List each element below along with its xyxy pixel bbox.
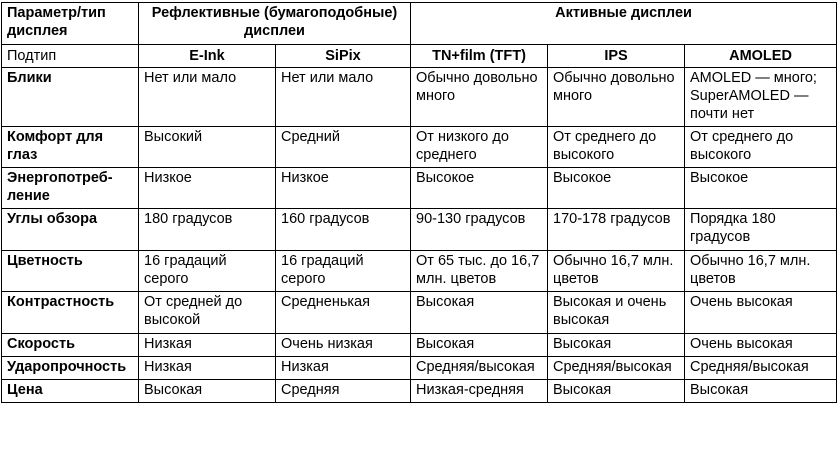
cell-amoled: Высокое [685, 168, 837, 209]
row-param: Энергопотреб-ление [2, 168, 139, 209]
table-row [2, 209, 837, 251]
table-row [2, 68, 837, 127]
cell-amoled: Порядка 180 градусов [685, 209, 837, 251]
cell-tn: 90-130 градусов [411, 209, 548, 251]
cell-amoled: Высокая [685, 380, 837, 403]
row-param: Цветность [2, 251, 139, 292]
header-row [2, 3, 837, 45]
cell-eink: Низкая [139, 334, 276, 357]
header-active: Активные дисплеи [411, 3, 837, 45]
cell-amoled: От среднего до высокого [685, 127, 837, 168]
cell-sipix: Очень низкая [276, 334, 411, 357]
subtype-tn: TN+film (TFT) [411, 45, 548, 68]
cell-ips: 170-178 градусов [548, 209, 685, 251]
cell-sipix: Нет или мало [276, 68, 411, 127]
cell-ips: Высокая и очень высокая [548, 292, 685, 334]
cell-ips: Высокая [548, 334, 685, 357]
cell-tn: От низкого до среднего [411, 127, 548, 168]
subtype-eink: E-Ink [139, 45, 276, 68]
cell-tn: Обычно довольно много [411, 68, 548, 127]
cell-eink: От средней до высокой [139, 292, 276, 334]
subtype-sipix: SiPix [276, 45, 411, 68]
table-row [2, 127, 837, 168]
subtype-row [2, 45, 837, 68]
cell-eink: Высокая [139, 380, 276, 403]
cell-eink: Нет или мало [139, 68, 276, 127]
cell-ips: Средняя/высокая [548, 357, 685, 380]
cell-eink: 180 градусов [139, 209, 276, 251]
cell-sipix: Средняя [276, 380, 411, 403]
row-param: Скорость [2, 334, 139, 357]
cell-sipix: Низкая [276, 357, 411, 380]
table-row [2, 357, 837, 380]
cell-tn: Высокая [411, 334, 548, 357]
row-param: Ударопрочность [2, 357, 139, 380]
cell-tn: Средняя/высокая [411, 357, 548, 380]
row-param: Цена [2, 380, 139, 403]
cell-amoled: AMOLED — много; SuperAMOLED — почти нет [685, 68, 837, 127]
cell-tn: Высокое [411, 168, 548, 209]
table-row [2, 251, 837, 292]
cell-eink: Низкая [139, 357, 276, 380]
cell-amoled: Средняя/высокая [685, 357, 837, 380]
cell-eink: 16 градаций серого [139, 251, 276, 292]
cell-sipix: Средненькая [276, 292, 411, 334]
cell-tn: Высокая [411, 292, 548, 334]
cell-amoled: Обычно 16,7 млн. цветов [685, 251, 837, 292]
display-comparison-table [1, 2, 837, 403]
cell-eink: Высокий [139, 127, 276, 168]
table-row [2, 168, 837, 209]
subtype-label: Подтип [2, 45, 139, 68]
header-param-type: Параметр/тип дисплея [2, 3, 139, 45]
cell-tn: От 65 тыс. до 16,7 млн. цветов [411, 251, 548, 292]
cell-ips: Высокое [548, 168, 685, 209]
row-param: Комфорт для глаз [2, 127, 139, 168]
table-row [2, 334, 837, 357]
cell-amoled: Очень высокая [685, 292, 837, 334]
cell-sipix: Низкое [276, 168, 411, 209]
subtype-amoled: AMOLED [685, 45, 837, 68]
cell-sipix: 160 градусов [276, 209, 411, 251]
cell-tn: Низкая-средняя [411, 380, 548, 403]
table-row [2, 292, 837, 334]
row-param: Блики [2, 68, 139, 127]
cell-amoled: Очень высокая [685, 334, 837, 357]
cell-ips: Высокая [548, 380, 685, 403]
header-reflective: Рефлективные (бумагоподобные) дисплеи [139, 3, 411, 45]
cell-ips: От среднего до высокого [548, 127, 685, 168]
cell-sipix: 16 градаций серого [276, 251, 411, 292]
table-row [2, 380, 837, 403]
cell-ips: Обычно 16,7 млн. цветов [548, 251, 685, 292]
cell-eink: Низкое [139, 168, 276, 209]
cell-ips: Обычно довольно много [548, 68, 685, 127]
cell-sipix: Средний [276, 127, 411, 168]
row-param: Углы обзора [2, 209, 139, 251]
row-param: Контрастность [2, 292, 139, 334]
subtype-ips: IPS [548, 45, 685, 68]
